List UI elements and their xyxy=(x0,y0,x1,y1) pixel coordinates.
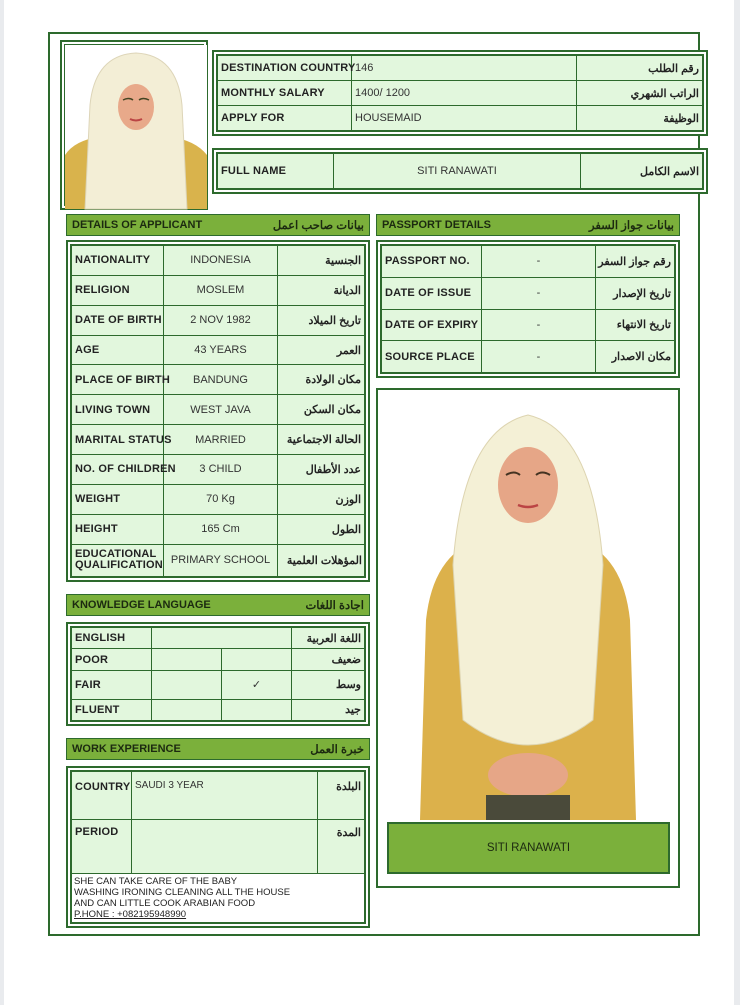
applicant-field-arabic: عدد الأطفال xyxy=(278,455,365,485)
education-arabic: المؤهلات العلمية xyxy=(278,544,365,576)
applicant-field-label: HEIGHT xyxy=(72,514,164,544)
passport-field-value: - xyxy=(482,341,596,373)
education-value: PRIMARY SCHOOL xyxy=(164,544,278,576)
language-title-arabic: اجادة اللغات xyxy=(305,600,364,612)
language-level-arabic: جيد xyxy=(292,699,365,720)
applicant-field-label: WEIGHT xyxy=(72,484,164,514)
applicant-field-value: 3 CHILD xyxy=(164,455,278,485)
photo-caption: SITI RANAWATI xyxy=(387,822,670,874)
education-label-line-1: EDUCATIONAL xyxy=(75,548,157,561)
destination-arabic: رقم الطلب xyxy=(577,56,703,81)
passport-details-box xyxy=(376,240,680,378)
passport-field-label: DATE OF ISSUE xyxy=(382,277,482,309)
language-cell xyxy=(152,699,222,720)
passport-field-arabic: مكان الاصدار xyxy=(596,341,675,373)
table-row xyxy=(72,699,365,720)
work-title-arabic: خبرة العمل xyxy=(310,744,364,756)
language-level-label: POOR xyxy=(72,649,152,670)
applicant-field-label: AGE xyxy=(72,335,164,365)
applicant-field-value: MOSLEM xyxy=(164,275,278,305)
table-row xyxy=(382,341,675,373)
apply-label: APPLY FOR xyxy=(218,106,352,131)
table-row xyxy=(218,106,703,131)
table-row xyxy=(72,544,365,576)
applicant-field-value: MARRIED xyxy=(164,425,278,455)
language-check-mark xyxy=(222,699,292,720)
work-notes xyxy=(72,874,364,922)
period-arabic: المدة xyxy=(318,820,365,874)
woman-portrait-icon xyxy=(65,45,207,209)
portrait-small xyxy=(64,44,204,206)
applicant-field-arabic: الحالة الاجتماعية xyxy=(278,425,365,455)
portrait-small-frame xyxy=(60,40,208,210)
table-row xyxy=(218,81,703,106)
passport-title-arabic: بيانات جواز السفر xyxy=(588,220,674,232)
applicant-field-value: 2 NOV 1982 xyxy=(164,305,278,335)
work-title: WORK EXPERIENCE xyxy=(72,743,181,755)
applicant-field-value: INDONESIA xyxy=(164,246,278,276)
table-row xyxy=(72,425,365,455)
full-name-arabic: الاسم الكامل xyxy=(581,154,703,189)
language-cell xyxy=(152,649,222,670)
language-check-mark xyxy=(222,649,292,670)
applicant-field-label: NATIONALITY xyxy=(72,246,164,276)
full-name-box xyxy=(212,148,708,194)
table-row xyxy=(72,670,365,699)
country-value: SAUDI 3 YEAR xyxy=(132,772,318,820)
table-row xyxy=(72,772,365,820)
education-label-line-2: QUALIFICATION xyxy=(75,559,163,572)
table-row xyxy=(382,309,675,341)
language-title: KNOWLEDGE LANGUAGE xyxy=(72,599,211,611)
note-line: WASHING IRONING CLEANING ALL THE HOUSE xyxy=(74,887,291,898)
applicant-field-value: BANDUNG xyxy=(164,365,278,395)
country-label: COUNTRY xyxy=(72,772,132,820)
table-row xyxy=(72,628,365,649)
salary-arabic: الراتب الشهري xyxy=(577,81,703,106)
cv-page xyxy=(4,0,734,1005)
period-value xyxy=(132,820,318,874)
destination-value: 146 xyxy=(352,56,577,81)
note-line: AND CAN LITTLE COOK ARABIAN FOOD xyxy=(74,898,256,909)
country-arabic: البلدة xyxy=(318,772,365,820)
work-experience-box xyxy=(66,766,370,928)
passport-field-value: - xyxy=(482,309,596,341)
salary-label: MONTHLY SALARY xyxy=(218,81,352,106)
applicant-field-arabic: الديانة xyxy=(278,275,365,305)
applicant-field-label: MARITAL STATUS xyxy=(72,425,164,455)
passport-field-label: SOURCE PLACE xyxy=(382,341,482,373)
applicant-field-arabic: الوزن xyxy=(278,484,365,514)
table-row xyxy=(72,365,365,395)
notes-cell xyxy=(72,874,365,923)
phone-number: P.HONE : +082195948990 xyxy=(74,909,187,920)
table-row xyxy=(382,277,675,309)
applicant-field-arabic: تاريخ الميلاد xyxy=(278,305,365,335)
passport-field-arabic: رقم جواز السفر xyxy=(596,246,675,278)
applicant-field-label: PLACE OF BIRTH xyxy=(72,365,164,395)
full-name-label: FULL NAME xyxy=(218,154,334,189)
applicant-field-arabic: العمر xyxy=(278,335,365,365)
salary-value: 1400/ 1200 xyxy=(352,81,577,106)
table-row xyxy=(72,649,365,670)
language-section-header xyxy=(66,594,370,616)
job-info-box xyxy=(212,50,708,136)
education-label xyxy=(72,544,164,576)
applicant-field-value: 43 YEARS xyxy=(164,335,278,365)
passport-field-value: - xyxy=(482,246,596,278)
language-level-arabic: وسط xyxy=(292,670,365,699)
applicant-field-arabic: الطول xyxy=(278,514,365,544)
portrait-large xyxy=(378,390,678,886)
table-row xyxy=(72,275,365,305)
apply-value: HOUSEMAID xyxy=(352,106,577,131)
english-label: ENGLISH xyxy=(72,628,152,649)
applicant-details-box xyxy=(66,240,370,582)
applicant-field-arabic: مكان السكن xyxy=(278,395,365,425)
applicant-field-value: 70 Kg xyxy=(164,484,278,514)
language-level-label: FLUENT xyxy=(72,699,152,720)
passport-field-arabic: تاريخ الانتهاء xyxy=(596,309,675,341)
table-row xyxy=(218,154,703,189)
work-section-header xyxy=(66,738,370,760)
passport-field-arabic: تاريخ الإصدار xyxy=(596,277,675,309)
table-row xyxy=(218,56,703,81)
table-row xyxy=(72,335,365,365)
applicant-field-label: NO. OF CHILDREN xyxy=(72,455,164,485)
portrait-large-frame xyxy=(376,388,680,888)
note-line: SHE CAN TAKE CARE OF THE BABY xyxy=(74,876,238,887)
arabic-language-label: اللغة العربية xyxy=(292,628,365,649)
applicant-field-label: RELIGION xyxy=(72,275,164,305)
full-name-value: SITI RANAWATI xyxy=(334,154,581,189)
language-level-arabic: ضعيف xyxy=(292,649,365,670)
table-row xyxy=(72,305,365,335)
applicant-field-arabic: مكان الولادة xyxy=(278,365,365,395)
apply-arabic: الوظيفة xyxy=(577,106,703,131)
passport-section-header xyxy=(376,214,680,236)
language-box xyxy=(66,622,370,726)
applicant-title: DETAILS OF APPLICANT xyxy=(72,219,203,231)
passport-field-label: PASSPORT NO. xyxy=(382,246,482,278)
woman-full-portrait-icon xyxy=(378,390,678,820)
language-cell xyxy=(152,670,222,699)
table-row xyxy=(72,514,365,544)
applicant-title-arabic: بيانات صاحب اعمل xyxy=(272,220,364,232)
table-row xyxy=(72,820,365,874)
table-row xyxy=(72,246,365,276)
applicant-field-arabic: الجنسية xyxy=(278,246,365,276)
table-row xyxy=(382,246,675,278)
language-check-mark: ✓ xyxy=(222,670,292,699)
applicant-field-value: 165 Cm xyxy=(164,514,278,544)
applicant-section-header xyxy=(66,214,370,236)
passport-field-value: - xyxy=(482,277,596,309)
table-row xyxy=(72,455,365,485)
applicant-field-label: LIVING TOWN xyxy=(72,395,164,425)
table-row xyxy=(72,874,365,923)
language-level-label: FAIR xyxy=(72,670,152,699)
applicant-field-value: WEST JAVA xyxy=(164,395,278,425)
passport-field-label: DATE OF EXPIRY xyxy=(382,309,482,341)
passport-title: PASSPORT DETAILS xyxy=(382,219,491,231)
applicant-field-label: DATE OF BIRTH xyxy=(72,305,164,335)
language-blank-cell xyxy=(152,628,292,649)
destination-label: DESTINATION COUNTRY xyxy=(218,56,352,81)
table-row xyxy=(72,395,365,425)
period-label: PERIOD xyxy=(72,820,132,874)
table-row xyxy=(72,484,365,514)
